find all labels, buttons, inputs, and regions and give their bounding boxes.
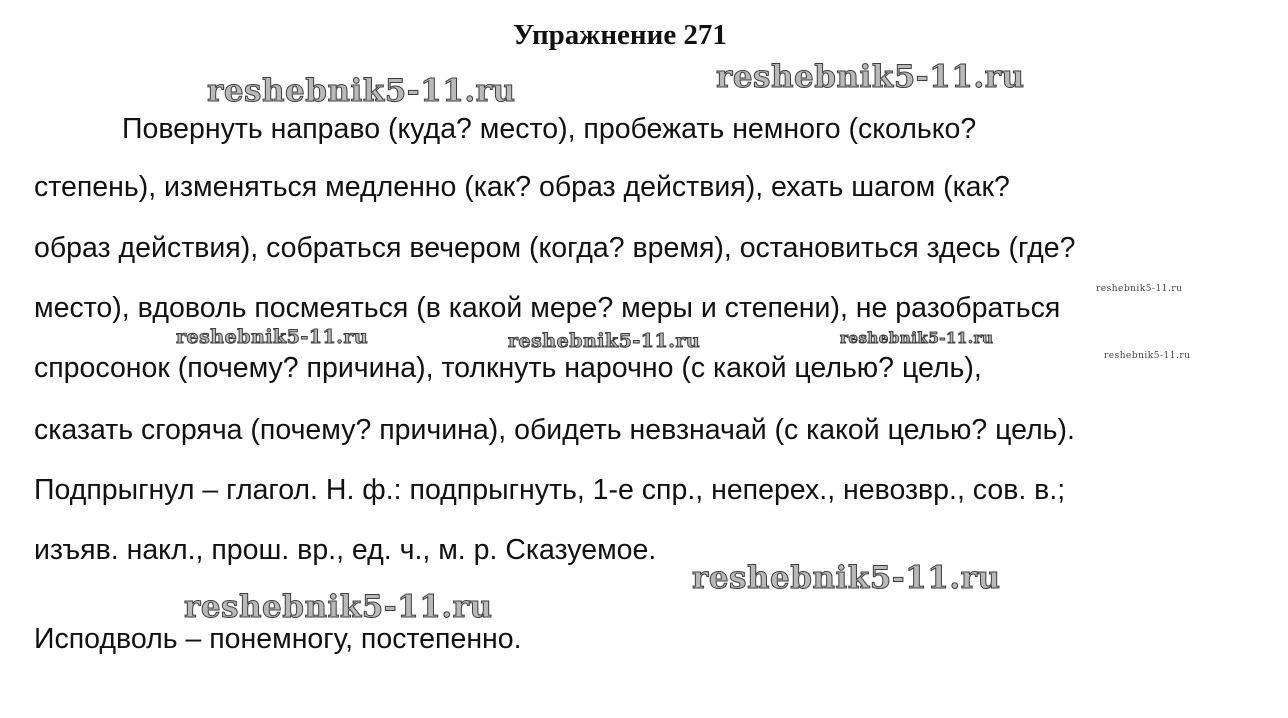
watermark: reshebnik5-11.ru: [508, 330, 701, 352]
watermark: reshebnik5-11.ru: [1104, 351, 1191, 361]
watermark: reshebnik5-11.ru: [692, 560, 1001, 596]
watermark: reshebnik5-11.ru: [716, 59, 1025, 95]
watermark: reshebnik5-11.ru: [176, 326, 369, 348]
exercise-title: Упражнение 271: [513, 19, 727, 51]
text-line-8: изъяв. накл., прош. вр., ед. ч., м. р. Сказуемое.: [34, 534, 657, 566]
text-line-1: Повернуть направо (куда? место), пробежать немного (сколько?: [122, 113, 977, 145]
text-line-2: степень), изменяться медленно (как? образ действия), ехать шагом (как?: [34, 171, 1010, 203]
text-line-9: Исподволь – понемногу, постепенно.: [34, 623, 522, 655]
watermark: reshebnik5-11.ru: [184, 589, 493, 625]
watermark: reshebnik5-11.ru: [207, 73, 516, 109]
text-line-6: сказать сгоряча (почему? причина), обидеть невзначай (с какой целью? цель).: [34, 414, 1075, 446]
watermark: reshebnik5-11.ru: [840, 329, 994, 347]
text-line-3: образ действия), собраться вечером (когда? время), остановиться здесь (где?: [34, 232, 1076, 264]
watermark: reshebnik5-11.ru: [1096, 284, 1183, 294]
text-line-5: спросонок (почему? причина), толкнуть нарочно (с какой целью? цель),: [34, 352, 982, 384]
text-line-4: место), вдоволь посмеяться (в какой мере? меры и степени), не разобраться: [34, 292, 1061, 324]
text-line-7: Подпрыгнул – глагол. Н. ф.: подпрыгнуть, 1-е спр., неперех., невозвр., сов. в.;: [34, 474, 1066, 506]
